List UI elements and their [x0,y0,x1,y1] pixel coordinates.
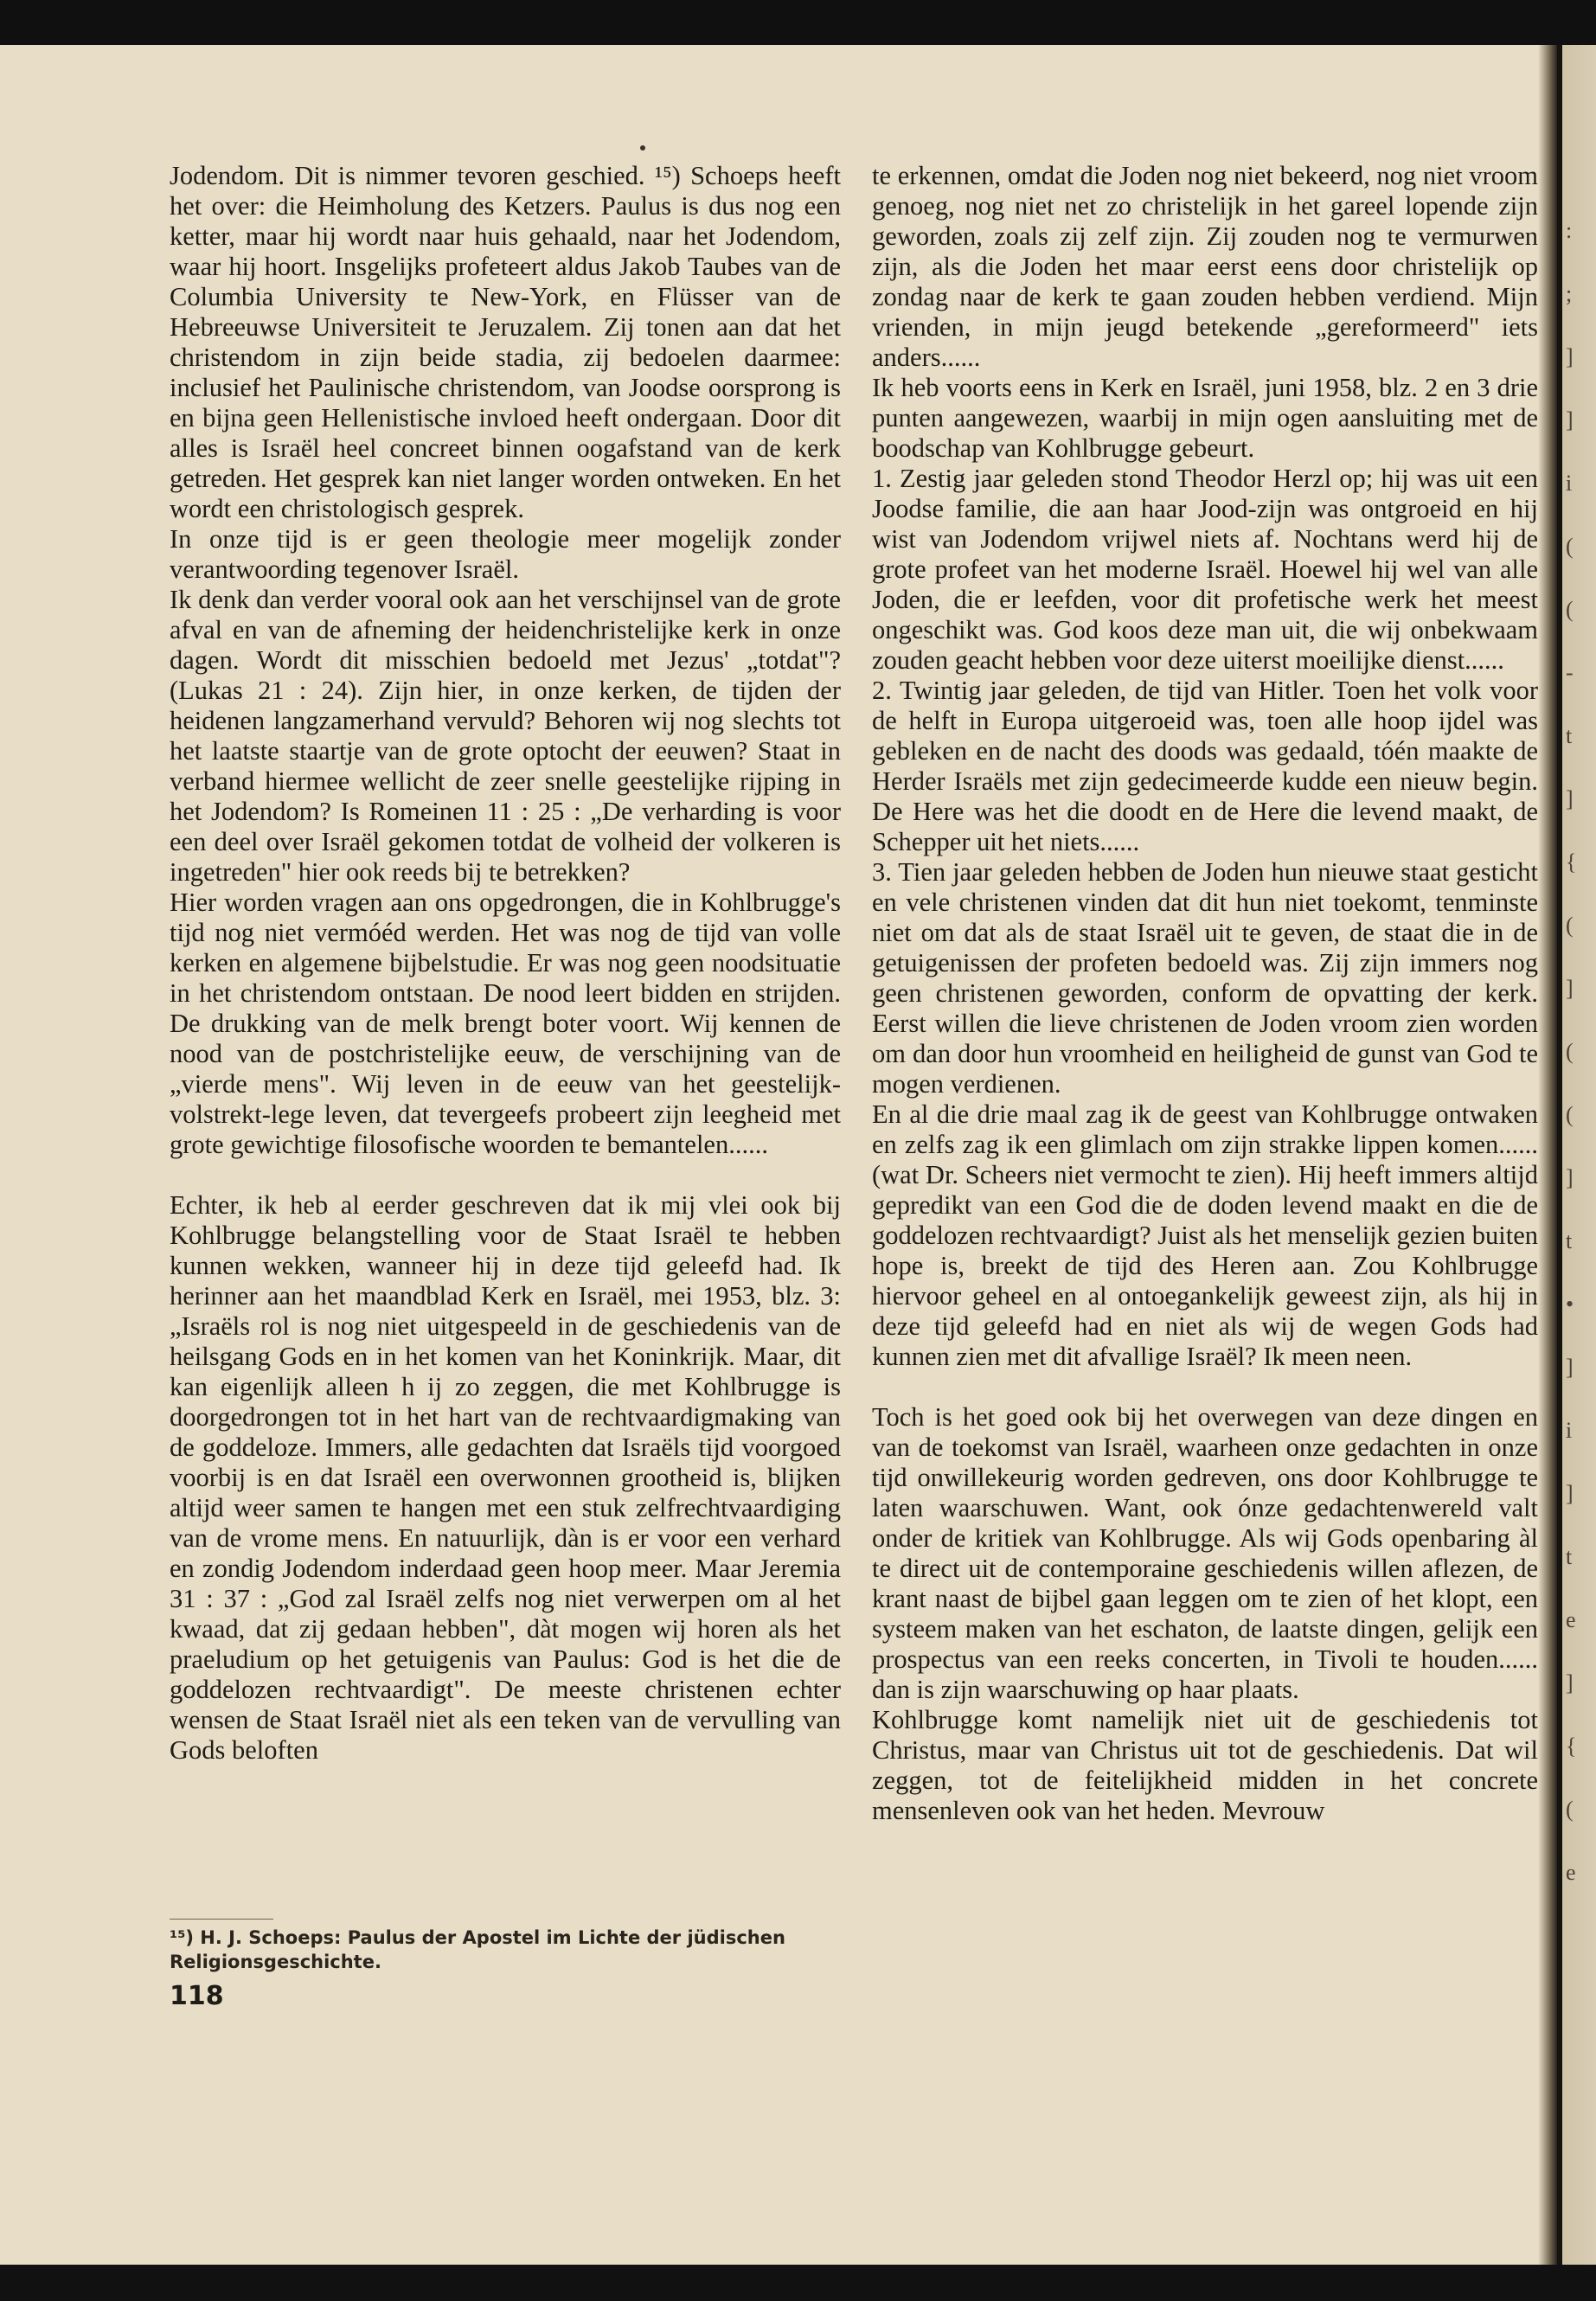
page-number: 118 [170,1981,224,2011]
paragraph: Kohlbrugge komt namelijk niet uit de geschiedenis tot Christus, maar van Christus uit tot de geschiedenis. Dat wil zeggen, tot de feitelijkheid midden in het concrete mensenleven ook van het heden. Mevrouw [872,1705,1538,1825]
edge-glyph: i [1566,471,1573,496]
adjacent-page-edge [1562,45,1596,2265]
numbered-point: 2. Twintig jaar geleden, de tijd van Hitler. Toen het volk voor de helft in Europa uitgeroeid was, toen alle hoop ijdel was gebleken en de nacht des doods was gedaald, tóén maakte de Herder Israëls met zijn gedecimeerde kudde een nieuw begin. De Here was het die doodt en de Here die levend maakt, de Schepper uit het niets...... [872,676,1538,856]
edge-glyph: { [1566,1734,1577,1759]
edge-glyph: ( [1566,534,1574,559]
edge-glyph: ( [1566,1039,1574,1064]
binding-shadow [1538,45,1557,2265]
paragraph: Hier worden vragen aan ons opgedrongen, die in Kohlbrugge's tijd nog niet vermóéd werden. Het was nog de tijd van volle kerken en algemene bijbelstudie. Er was nog geen noodsituatie in het christendom ontstaan. De nood leert bidden en strijden. De drukking van de melk brengt boter voort. Wij kennen de nood van de postchristelijke eeuw, de verschijning van de „vierde mens". Wij leven in de eeuw van het geestelijk-volstrekt-lege leven, dat tevergeefs probeert zijn leegheid met grote gewichtige filosofische woorden te bemantelen...... [170,888,841,1159]
paragraph: Ik denk dan verder vooral ook aan het verschijnsel van de grote afval en van de afneming der heidenchristelijke kerk in onze dagen. Wordt dit misschien bedoeld met Jezus' „totdat"? (Lukas 21 : 24). Zijn hier, in onze kerken, de tijden der heidenen langzamerhand vervuld? Behoren wij nog slechts tot het laatste staartje van de grote optocht der eeuwen? Staat in verband hiermee wellicht de zeer snelle geestelijke rijping in het Jodendom? Is Romeinen 11 : 25 : „De verharding is voor een deel over Israël gekomen totdat de volheid der volkeren is ingetreden" hier ook reeds bij te betrekken? [170,585,841,887]
footnote: ¹⁵) H. J. Schoeps: Paulus der Apostel im Lichte der jüdischen Religionsgeschichte. [170,1927,785,1972]
edge-glyph: ] [1566,1355,1574,1380]
edge-glyph: ] [1566,344,1574,369]
paragraph: te erkennen, omdat die Joden nog niet bekeerd, nog niet vroom genoeg, nog niet net zo christelijk in het gareel lopende zijn geworden, zoals zij zelf zijn. Zij zouden nog te vermurwen zijn, als die Joden het maar eerst eens door christelijk op zondag naar de kerk te gaan zouden hebben verdiend. Mijn vrienden, in mijn jeugd betekende „gereformeerd" iets anders...... [872,161,1538,372]
edge-glyph: e [1566,1860,1576,1885]
edge-glyph: • [1566,1292,1574,1317]
scan-bottom-border [0,2265,1596,2301]
edge-glyph: i [1566,1418,1573,1443]
edge-glyph: t [1566,723,1573,748]
paragraph: Ik heb voorts eens in Kerk en Israël, juni 1958, blz. 2 en 3 drie punten aangewezen, waarbij in mijn ogen aansluiting met de boodschap van Kohlbrugge gebeurt. [872,373,1538,463]
footnote-rule [170,1919,273,1920]
edge-glyph: ] [1566,786,1574,811]
edge-glyph: t [1566,1544,1573,1569]
edge-glyph: ; [1566,281,1573,306]
paragraph: Toch is het goed ook bij het overwegen van deze dingen en van de toekomst van Israël, waarheen onze gedachten in onze tijd onwillekeurig worden gedreven, ons door Kohlbrugge te laten waarschuwen. Want, ook ónze gedachtenwereld valt onder de kritiek van Kohlbrugge. Als wij Gods openbaring àl te direct uit de contemporaine geschiedenis willen aflezen, de krant naast de bijbel gaan leggen om te zien of het klopt, een systeem maken van het eschaton, de laatste dingen, gelijk een prospectus van een reeks concerten, in Tivoli te houden...... dan is zijn waarschuwing op haar plaats. [872,1402,1538,1704]
paragraph: In onze tijd is er geen theologie meer mogelijk zonder verantwoording tegenover Israël. [170,524,841,584]
edge-glyph: ] [1566,407,1574,433]
edge-glyph: ( [1566,597,1574,622]
paragraph: Jodendom. Dit is nimmer tevoren geschied. ¹⁵) Schoeps heeft het over: die Heimholung des Ketzers. Paulus is dus nog een ketter, maar hij wordt naar huis gehaald, naar het Jodendom, waar hij hoort. Insgelijks profeteert aldus Jakob Taubes van de Columbia University te New-York, en Flüsser van de Hebreeuwse Universiteit te Jeruzalem. Zij tonen aan dat het christendom in zijn beide stadia, zij bedoelen daarmee: inclusief het Paulinische christendom, van Joodse oorsprong is en bijna geen Hellenistische invloed heeft ondergaan. Door dit alles is Israël heel concreet binnen oogafstand van de kerk getreden. Het gesprek kan niet langer worden ontweken. En het wordt een christologisch gesprek. [170,161,841,523]
edge-glyph: ( [1566,1797,1574,1822]
edge-glyph: ] [1566,1670,1574,1695]
edge-glyph: t [1566,1228,1573,1253]
numbered-point: 3. Tien jaar geleden hebben de Joden hun nieuwe staat gesticht en vele christenen vinden dat dit hun niet toekomt, tenminste niet om dat als de staat Israël uit te geven, de staat die in de getuigenissen der profeten bedoeld was. Zij zijn immers nog geen christenen geworden, conform de opvatting der kerk. Eerst willen die lieve christenen de Joden vroom zien worden om dan door hun vroomheid en heiligheid de gunst van God te mogen verdienen. [872,857,1538,1099]
edge-glyph: ] [1566,1165,1574,1190]
edge-glyph: ] [1566,1481,1574,1506]
edge-glyph: : [1566,218,1573,243]
left-text-column [170,161,841,1766]
paragraph: Echter, ik heb al eerder geschreven dat ik mij vlei ook bij Kohlbrugge belangstelling voor de Staat Israël te hebben kunnen wekken, wanneer hij in deze tijd geleefd had. Ik herinner aan het maandblad Kerk en Israël, mei 1953, blz. 3: „Israëls rol is nog niet uitgespeeld in de geschiedenis van de heilsgang Gods en in het komen van het Koninkrijk. Maar, dit kan eigenlijk alleen h ij zo zeggen, die met Kohlbrugge is doorgedrongen tot in het hart van de rechtvaardigmaking van de goddeloze. Immers, alle gedachten dat Israëls tijd voorgoed voorbij is en dat Israël een overwonnen grootheid is, blijken altijd weer samen te hangen met een stuk zelfrechtvaardiging van de vrome mens. En natuurlijk, dàn is er voor een verhard en zondig Jodendom inderdaad geen hoop meer. Maar Jeremia 31 : 37 : „God zal Israël zelfs nog niet verwerpen om al het kwaad, dat zij gedaan hebben", dàt mogen wij horen als het praeludium op het getuigenis van Paulus: God is het die de goddelozen rechtvaardigt". De meeste christenen echter wensen de Staat Israël niet als een teken van de vervulling van Gods beloften [170,1190,841,1765]
numbered-point: 1. Zestig jaar geleden stond Theodor Herzl op; hij was uit een Joodse familie, die aan haar Jood-zijn was ontgroeid en hij wist van Jodendom vrijwel niets af. Nochtans werd hij de grote profeet van het moderne Israël. Hoewel hij wel van alle Joden, die er leefden, voor dit profetische werk het meest ongeschikt was. God koos deze man uit, die wij onbekwaam zouden geacht hebben voor deze uiterst moeilijke dienst...... [872,464,1538,675]
edge-glyph: ( [1566,913,1574,938]
edge-glyph: - [1566,660,1574,685]
paragraph: En al die drie maal zag ik de geest van Kohlbrugge ontwaken en zelfs zag ik een glimlach om zijn strakke lippen komen...... (wat Dr. Scheers niet vermocht te zien). Hij heeft immers altijd gepredikt van een God die de doden levend maakt en die de goddelozen rechtvaardigt? Juist als het menselijk gezien buiten hope is, breekt de tijd des Heren aan. Zou Kohlbrugge hiervoor geheel en al ontoegankelijk geweest zijn, als hij in deze tijd geleefd had en niet als wij de wegen Gods had kunnen zien met dit afvallige Israël? Ik meen neen. [872,1099,1538,1371]
scan-top-border [0,0,1596,45]
edge-glyph: ( [1566,1102,1574,1127]
edge-glyph: e [1566,1607,1576,1632]
edge-glyph: ] [1566,976,1574,1001]
ink-speck [640,145,645,151]
right-text-column [872,161,1538,1826]
edge-glyph: { [1566,849,1577,875]
